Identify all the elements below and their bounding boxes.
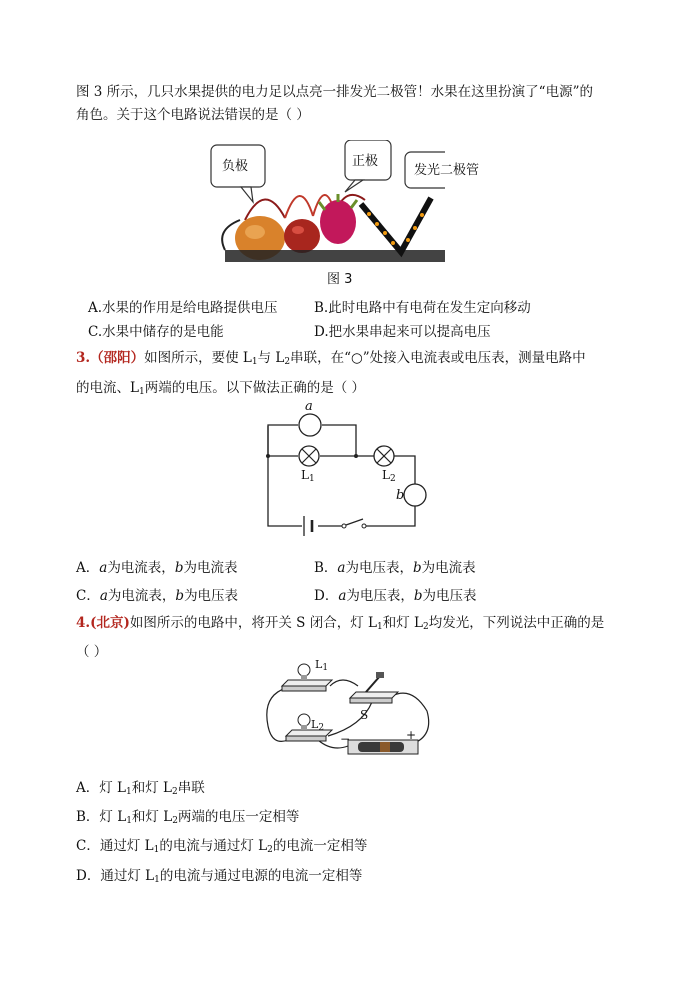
lamp-l2-board: [286, 714, 332, 741]
meter-a-circle: [299, 414, 321, 436]
figure-caption: 图 3: [327, 272, 353, 287]
label-negative: 负极: [222, 159, 249, 174]
battery-symbol: [304, 516, 312, 536]
q4-label-l2: $L_2$: [311, 718, 325, 733]
q3-option-b: B．a为电压表，b为电流表: [314, 560, 476, 576]
q2-stem-line1: 图 3 所示，几只水果提供的电力足以点亮一排发光二极管！水果在这里扮演了“电源”的: [76, 84, 593, 100]
tomato-fruit: [284, 219, 320, 253]
q2-option-d: D.把水果串起来可以提高电压: [314, 324, 491, 340]
q4-label-plus: +: [406, 728, 417, 742]
q4-option-b: B．灯 $L_1$和灯 $L_2$两端的电压一定相等: [76, 809, 300, 826]
q4-label-s: S: [360, 708, 369, 722]
q4-label-minus: −: [340, 732, 351, 746]
switch-symbol: [342, 519, 366, 528]
switch-s: [350, 672, 398, 703]
battery-holder: [348, 740, 418, 754]
q2-option-c: C.水果中储存的是电能: [88, 324, 224, 340]
q4-stem-line2: （ ）: [76, 644, 108, 660]
q3-stem-line2: 的电流、$L_1$两端的电压。以下做法正确的是（ ）: [76, 380, 365, 397]
lamp-l1: [299, 446, 319, 466]
q3-circuit-diagram: [260, 398, 440, 538]
q3-option-a: A．a为电流表，b为电流表: [76, 560, 238, 576]
q3-stem-line1: 3.（邵阳）如图所示，要使 $L_1$与 $L_2$串联，在“○”处接入电流表或电压表，测量电路中: [76, 350, 586, 367]
meter-b-circle: [404, 484, 426, 506]
q4-option-d: D．通过灯 $L_1$的电流与通过电源的电流一定相等: [76, 868, 363, 885]
q2-option-a: A.水果的作用是给电路提供电压: [88, 300, 278, 316]
q3-option-c: C．a为电流表，b为电压表: [76, 588, 239, 604]
label-positive: 正极: [352, 154, 379, 169]
led-strip: [361, 198, 431, 252]
label-a: a: [305, 399, 313, 414]
q4-number: 4.: [76, 615, 91, 631]
q4-label-l1: $L_1$: [315, 658, 329, 673]
lamp-l2: [374, 446, 394, 466]
label-led: 发光二极管: [414, 163, 480, 178]
q2-option-b: B.此时电路中有电荷在发生定向移动: [314, 300, 531, 316]
q3-option-d: D．a为电压表，b为电压表: [314, 588, 477, 604]
q4-source: (北京): [90, 615, 130, 631]
q3-number: 3.: [76, 350, 91, 366]
label-b: b: [396, 488, 405, 503]
q3-source: （邵阳）: [90, 350, 145, 366]
q2-stem-line2: 角色。关于这个电路说法错误的是（ ）: [76, 107, 310, 123]
q4-option-c: C．通过灯 $L_1$的电流与通过灯 $L_2$的电流一定相等: [76, 838, 368, 855]
label-l1: $L_1$: [301, 468, 315, 484]
label-l2: $L_2$: [382, 468, 396, 484]
q4-circuit-illustration: [262, 656, 442, 762]
q4-option-a: A．灯 $L_1$和灯 $L_2$串联: [76, 780, 205, 797]
q4-stem-line1: 4.(北京)如图所示的电路中，将开关 S 闭合，灯 $L_1$和灯 $L_2$均发光，下列说法中正确的是: [76, 615, 605, 632]
